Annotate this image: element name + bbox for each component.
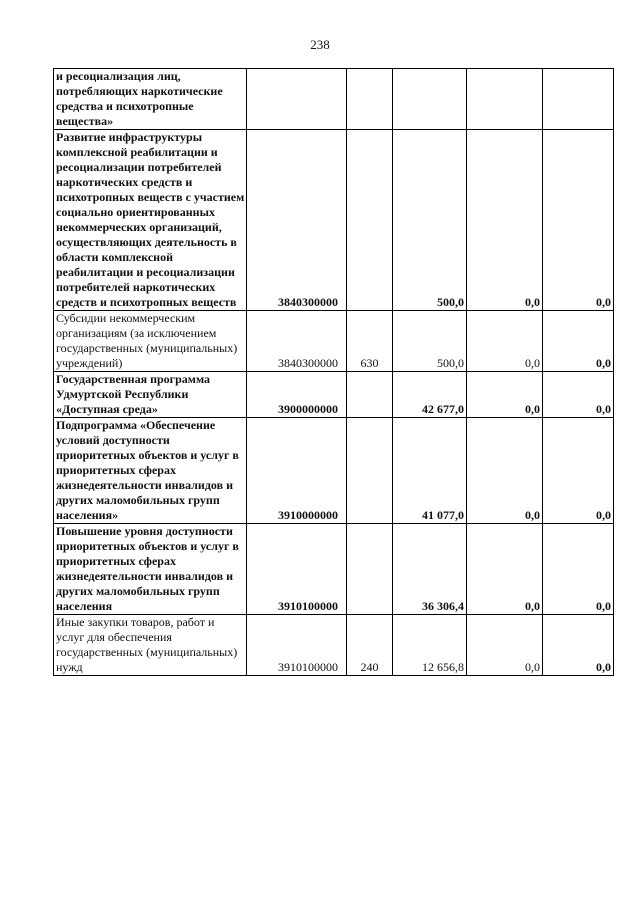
row-sum-1: 36 306,4	[393, 524, 467, 615]
table-row	[54, 311, 614, 372]
row-sum-2: 0,0	[467, 418, 543, 524]
row-name: Субсидии некоммерческим организациям (за исключением государственных (муниципальных) учреждений)	[54, 311, 247, 372]
row-sum-3: 0,0	[543, 311, 614, 372]
row-sum-2: 0,0	[467, 130, 543, 311]
row-code: 3840300000	[247, 130, 347, 311]
row-expense-type	[347, 524, 393, 615]
row-sum-3: 0,0	[543, 524, 614, 615]
row-expense-type	[347, 418, 393, 524]
page-number: 238	[310, 37, 330, 52]
row-sum-1: 42 677,0	[393, 372, 467, 418]
row-sum-1	[393, 69, 467, 130]
row-expense-type: 630	[347, 311, 393, 372]
row-sum-1: 12 656,8	[393, 615, 467, 676]
table-row	[54, 372, 614, 418]
table-row	[54, 418, 614, 524]
row-name: Повышение уровня доступности приоритетных объектов и услуг в приоритетных сферах жизнедеятельности инвалидов и других маломобильных групп населения	[54, 524, 247, 615]
row-code: 3900000000	[247, 372, 347, 418]
row-sum-1: 500,0	[393, 130, 467, 311]
row-name: Развитие инфраструктуры комплексной реабилитации и ресоциализации потребителей наркотических средств и психотропных веществ с участием социально ориентированных некоммерческих организаций, осуществляющих деятельность в области комплексной реабилитации и ресоциализации потребителей наркотических средств и психотропных веществ	[54, 130, 247, 311]
table-row	[54, 615, 614, 676]
row-sum-3: 0,0	[543, 615, 614, 676]
table-row	[54, 524, 614, 615]
row-sum-2: 0,0	[467, 372, 543, 418]
row-expense-type	[347, 130, 393, 311]
row-sum-2	[467, 69, 543, 130]
row-expense-type	[347, 372, 393, 418]
table-row	[54, 130, 614, 311]
row-sum-1: 41 077,0	[393, 418, 467, 524]
row-sum-3: 0,0	[543, 372, 614, 418]
row-name: Государственная программа Удмуртской Республики «Доступная среда»	[54, 372, 247, 418]
row-sum-3	[543, 69, 614, 130]
row-sum-3: 0,0	[543, 130, 614, 311]
row-code: 3910100000	[247, 615, 347, 676]
row-expense-type: 240	[347, 615, 393, 676]
row-sum-3: 0,0	[543, 418, 614, 524]
row-name: Иные закупки товаров, работ и услуг для обеспечения государственных (муниципальных) нужд	[54, 615, 247, 676]
row-expense-type	[347, 69, 393, 130]
row-sum-1: 500,0	[393, 311, 467, 372]
row-code: 3910100000	[247, 524, 347, 615]
row-name: и ресоциализация лиц, потребляющих наркотические средства и психотропные вещества»	[54, 69, 247, 130]
row-sum-2: 0,0	[467, 615, 543, 676]
row-code: 3910000000	[247, 418, 347, 524]
row-sum-2: 0,0	[467, 524, 543, 615]
row-name: Подпрограмма «Обеспечение условий доступности приоритетных объектов и услуг в приоритетных сферах жизнедеятельности инвалидов и других маломобильных групп населения»	[54, 418, 247, 524]
row-code: 3840300000	[247, 311, 347, 372]
row-sum-2: 0,0	[467, 311, 543, 372]
table-row	[54, 69, 614, 130]
budget-table	[53, 68, 614, 676]
row-code	[247, 69, 347, 130]
